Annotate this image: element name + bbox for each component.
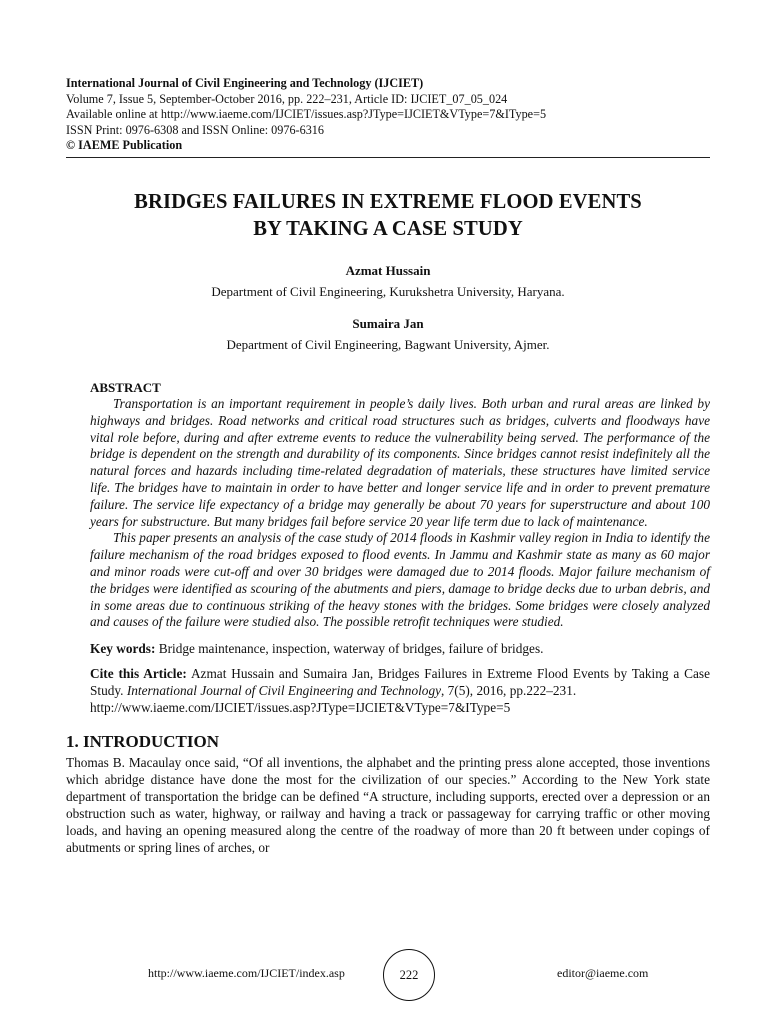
title-line-1: BRIDGES FAILURES IN EXTREME FLOOD EVENTS [134,190,642,213]
volume-info: Volume 7, Issue 5, September-October 2016, pp. 222–231, Article ID: IJCIET_07_05_024 [66,91,508,106]
section-heading: 1. INTRODUCTION [66,732,220,752]
author-affiliation: Department of Civil Engineering, Bagwant University, Ajmer. [226,336,550,352]
cite-label: Cite this Article: [90,665,187,681]
paper-title [66,189,710,243]
available-online: Available online at http://www.iaeme.com/IJCIET/issues.asp?JType=IJCIET&VType=7&IType=5 [66,107,547,122]
intro-paragraph: Thomas B. Macaulay once said, “Of all inventions, the alphabet and the printing press alone accepted, those inventions which abridge distance have done the most for the civilization of our species.” According to the New York state department of transportation the bridge can be defined “A structure, including supports, erected over a depression or an obstruction such as water, highway, or railway and having a track or passageway for carrying traffic or other moving loads, and having an opening measured along the centre of the roadway of more than 20 ft between under copings of abutments or spring lines of arches, or [66,755,710,855]
title-line-2: BY TAKING A CASE STUDY [253,217,523,240]
journal-title: International Journal of Civil Engineering and Technology (IJCIET) [66,76,424,90]
cite-journal: International Journal of Civil Engineering and Technology [126,682,441,698]
footer-url[interactable]: http://www.iaeme.com/IJCIET/index.asp [148,966,345,980]
cite-details: , 7(5), 2016, pp.222–231. [441,682,577,698]
keywords-text: Bridge maintenance, inspection, waterway of bridges, failure of bridges. [158,641,544,657]
paper-page [66,76,710,857]
publisher: © IAEME Publication [66,138,183,153]
footer-email[interactable]: editor@iaeme.com [557,966,649,980]
abstract-heading: ABSTRACT [90,379,161,395]
cite-url[interactable]: http://www.iaeme.com/IJCIET/issues.asp?JType=IJCIET&VType=7&IType=5 [90,699,511,715]
page-footer [0,960,768,1000]
keywords [90,641,710,658]
author-name: Azmat Hussain [345,262,431,278]
author-name: Sumaira Jan [352,315,424,331]
journal-header [66,76,710,154]
header-divider [66,157,710,158]
author-affiliation: Department of Civil Engineering, Kurukshetra University, Haryana. [211,283,565,299]
citation [90,666,710,716]
abstract-paragraph: This paper presents an analysis of the case study of 2014 floods in Kashmir valley region in India to identify the failure mechanism of the road bridges exposed to flood events. In Jammu and Kashmir state as many as 60 major and minor roads were cut-off and over 30 bridges were damaged due to 2014 floods. Major failure mechanism of the bridges were identified as scouring of the abutments and piers, damage to bridge decks due to urban debris, and in some areas due to continuous striking of the heavy stones with the bridges. Some bridges were closely analyzed and causes of the failure were studied also. The possible retrofit techniques were studied. [90,530,710,630]
page-number: 222 [383,949,435,1001]
cite-text: Azmat Hussain and Sumaira Jan, Bridges Failures in Extreme Flood Events by Taking a Case Study. [90,665,710,698]
keywords-label: Key words: [90,641,156,657]
issn-info: ISSN Print: 0976-6308 and ISSN Online: 0976-6316 [66,122,324,137]
abstract-body [90,396,710,631]
abstract-paragraph: Transportation is an important requirement in people’s daily lives. Both urban and rural areas are linked by highways and bridges. Road networks and critical road structures such as bridges, culverts and floodways have vital role before, during and after extreme events to reduce the vulnerability being served. The performance of the bridge is dependent on the strength and durability of its components. Since bridges cannot resist indefinitely all the natural forces and hazards including time-related degradation of materials, these structures have limited service life. The bridges have to maintain in order to have better and longer service life and in order to prevent premature failure. The service life expectancy of a bridge may generally be about 70 years for superstructure and about 100 years for substructure. But many bridges fail before service 20 year life term due to lack of maintenance. [90,395,710,529]
